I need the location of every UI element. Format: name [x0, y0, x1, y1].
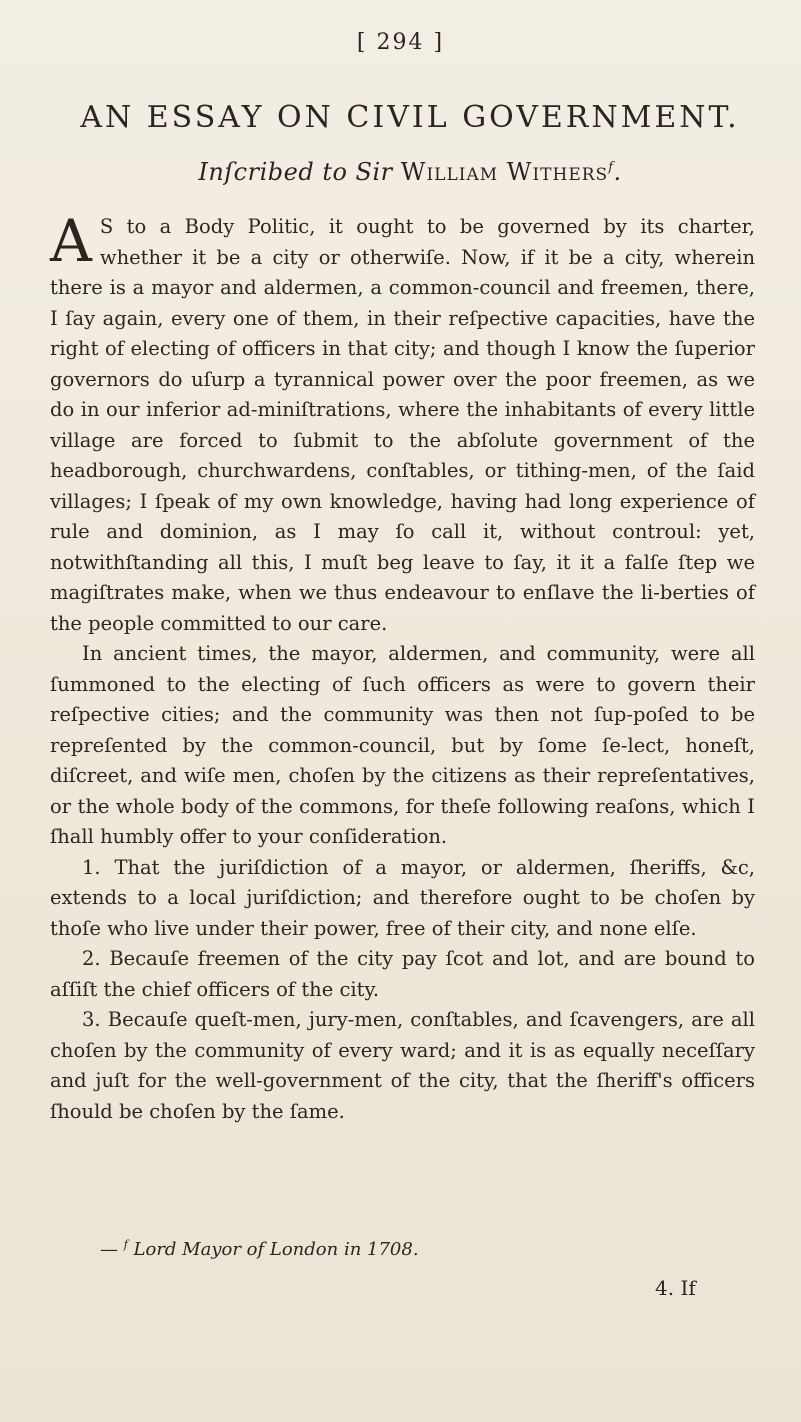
essay-body	[50, 207, 755, 1127]
page-number: [ 294 ]	[356, 30, 445, 55]
dedication-line	[40, 158, 780, 186]
paragraph-text: S to a Body Politic, it ought to be governed by its charter, whether it be a city or otherwiſe. Now, if it be a city, wherein there is a mayor and aldermen, a common-council and freemen, there, I ſay again, every one of them, in their reſpective capacities, have the right of electing of officers in that city; and though I know the ſuperior governors do uſurp a tyrannical power over the poor freemen, as we do in our inferior ad-miniſtrations, where the inhabitants of every little village are forced to ſubmit to the abſolute government of the headborough, churchwardens, conſtables, or tithing-men, of the ſaid villages; I ſpeak of my own knowledge, having had long experience of rule and dominion, as I may ſo call it, without controul: yet, notwithſtanding all this, I muſt beg leave to ſay, it it a falſe ſtep we magiſtrates make, when we thus endeavour to enſlave the li-berties of the people committed to our care.	[50, 215, 755, 635]
dedicatee-name: William Withers	[400, 158, 609, 186]
drop-cap: A	[50, 207, 92, 275]
paragraph-1	[50, 207, 755, 639]
dedication-prefix: Inſcribed to Sir	[198, 158, 401, 186]
paragraph-5: 3. Becauſe queſt-men, jury-men, conſtables, and ſcavengers, are all choſen by the community of every ward; and it is as equally neceſſary and juſt for the well-government of the city, that the ſheriff's officers ſhould be choſen by the ſame.	[50, 1008, 755, 1123]
catchword: 4. If	[655, 1276, 696, 1300]
paragraph-2: In ancient times, the mayor, aldermen, and community, were all ſummoned to the electing of ſuch officers as were to govern their reſpective cities; and the community was then not ſup-poſed to be repreſented by the common-council, but by ſome ſe-lect, honeſt, diſcreet, and wiſe men, choſen by the citizens as their repreſentatives, or the whole body of the commons, for theſe following reaſons, which I ſhall humbly offer to your conſideration.	[50, 642, 755, 848]
paragraph-4: 2. Becauſe freemen of the city pay ſcot and lot, and are bound to aſſiſt the chief officers of the city.	[50, 947, 755, 1001]
paragraph-3: 1. That the juriſdiction of a mayor, or aldermen, ſheriffs, &c, extends to a local juriſdiction; and therefore ought to be choſen by thoſe who live under their power, free of their city, and none elſe.	[50, 855, 755, 940]
footnote-text: Lord Mayor of London in 1708.	[127, 1239, 419, 1260]
footnote-mark: f	[123, 1238, 128, 1251]
footnote-reference: f	[608, 160, 614, 175]
dedication-suffix: .	[613, 158, 622, 186]
footnote	[100, 1238, 700, 1260]
essay-title: AN ESSAY ON CIVIL GOVERNMENT.	[80, 100, 740, 135]
footnote-dash: —	[100, 1239, 124, 1260]
